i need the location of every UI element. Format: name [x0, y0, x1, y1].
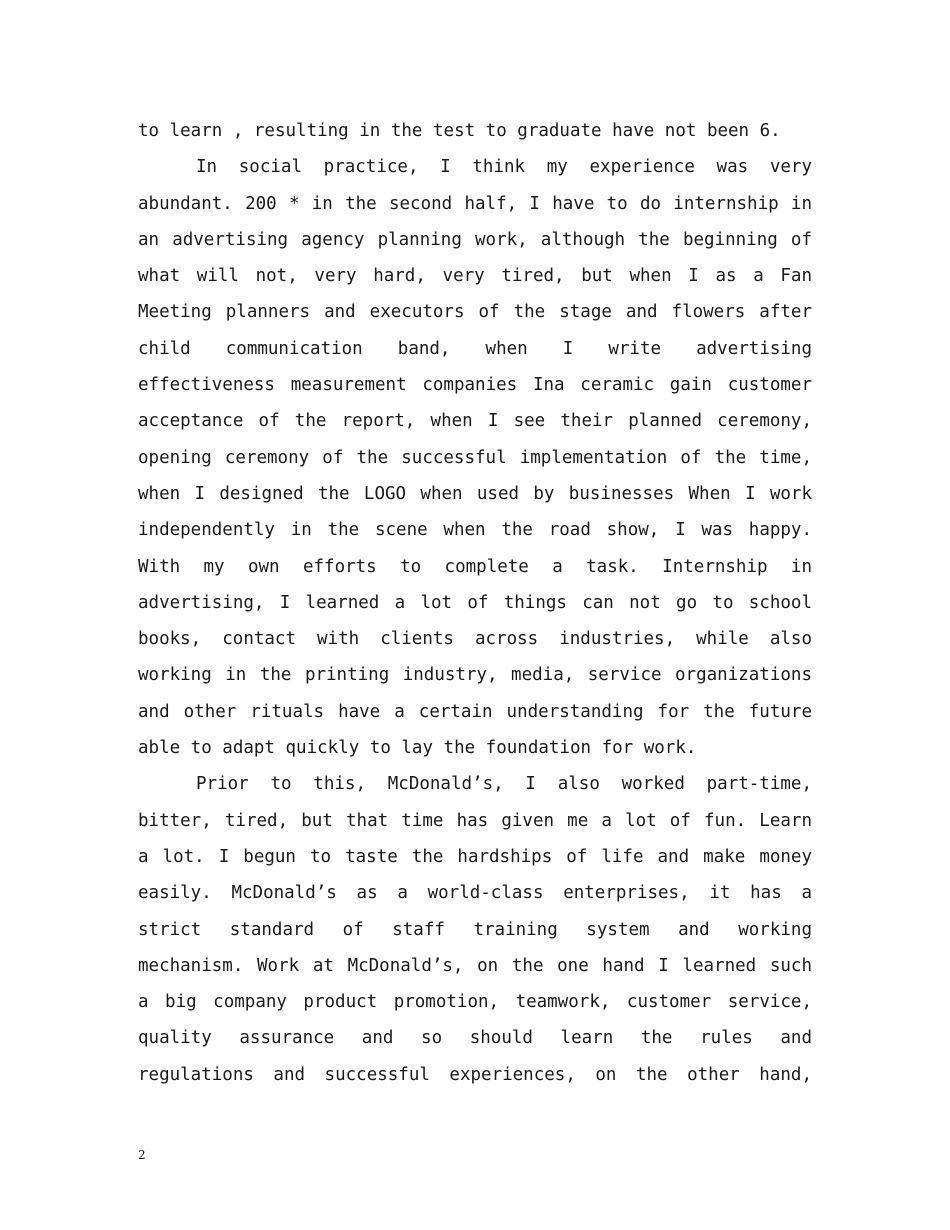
- text-line: opening ceremony of the successful implementation of the time,: [138, 447, 812, 468]
- text-line: quality assurance and so should learn the rules and: [138, 1028, 812, 1049]
- text-line: effectiveness measurement companies Ina ceramic gain customer: [138, 375, 812, 396]
- text-line: working in the printing industry, media, service organizations: [138, 665, 812, 686]
- text-line: a lot. I begun to taste the hardships of life and make money: [138, 846, 812, 867]
- text-line: advertising, I learned a lot of things can not go to school: [138, 592, 812, 613]
- text-line: mechanism. Work at McDonald’s, on the one hand I learned such: [138, 955, 812, 976]
- text-line: books, contact with clients across industries, while also: [138, 629, 812, 650]
- text-line: able to adapt quickly to lay the foundation for work.: [138, 738, 697, 759]
- text-line: a big company product promotion, teamwork, customer service,: [138, 992, 812, 1013]
- text-line: child communication band, when I write advertising: [138, 338, 812, 359]
- text-line: acceptance of the report, when I see their planned ceremony,: [138, 411, 812, 432]
- text-line: In social practice, I think my experience was very: [196, 157, 812, 178]
- text-line: independently in the scene when the road show, I was happy.: [138, 520, 812, 541]
- text-line: easily. McDonald’s as a world-class enterprises, it has a: [138, 883, 812, 904]
- text-line: an advertising agency planning work, although the beginning of: [138, 229, 812, 250]
- text-line: With my own efforts to complete a task. Internship in: [138, 556, 812, 577]
- text-line: and other rituals have a certain understanding for the future: [138, 701, 812, 722]
- text-line: strict standard of staff training system and working: [138, 919, 812, 940]
- text-line: abundant. 200 * in the second half, I have to do internship in: [138, 193, 812, 214]
- text-line: Prior to this, McDonald’s, I also worked part-time,: [196, 774, 812, 795]
- page-number: 2: [138, 1148, 146, 1162]
- text-line: when I designed the LOGO when used by businesses When I work: [138, 483, 812, 504]
- text-line: Meeting planners and executors of the stage and flowers after: [138, 302, 812, 323]
- text-line: to learn , resulting in the test to graduate have not been 6.: [138, 121, 781, 141]
- body-text: [138, 113, 812, 1093]
- text-line: what will not, very hard, very tired, but when I as a Fan: [138, 266, 812, 287]
- text-line: bitter, tired, but that time has given me a lot of fun. Learn: [138, 810, 812, 831]
- text-line: regulations and successful experiences, on the other hand,: [138, 1064, 812, 1085]
